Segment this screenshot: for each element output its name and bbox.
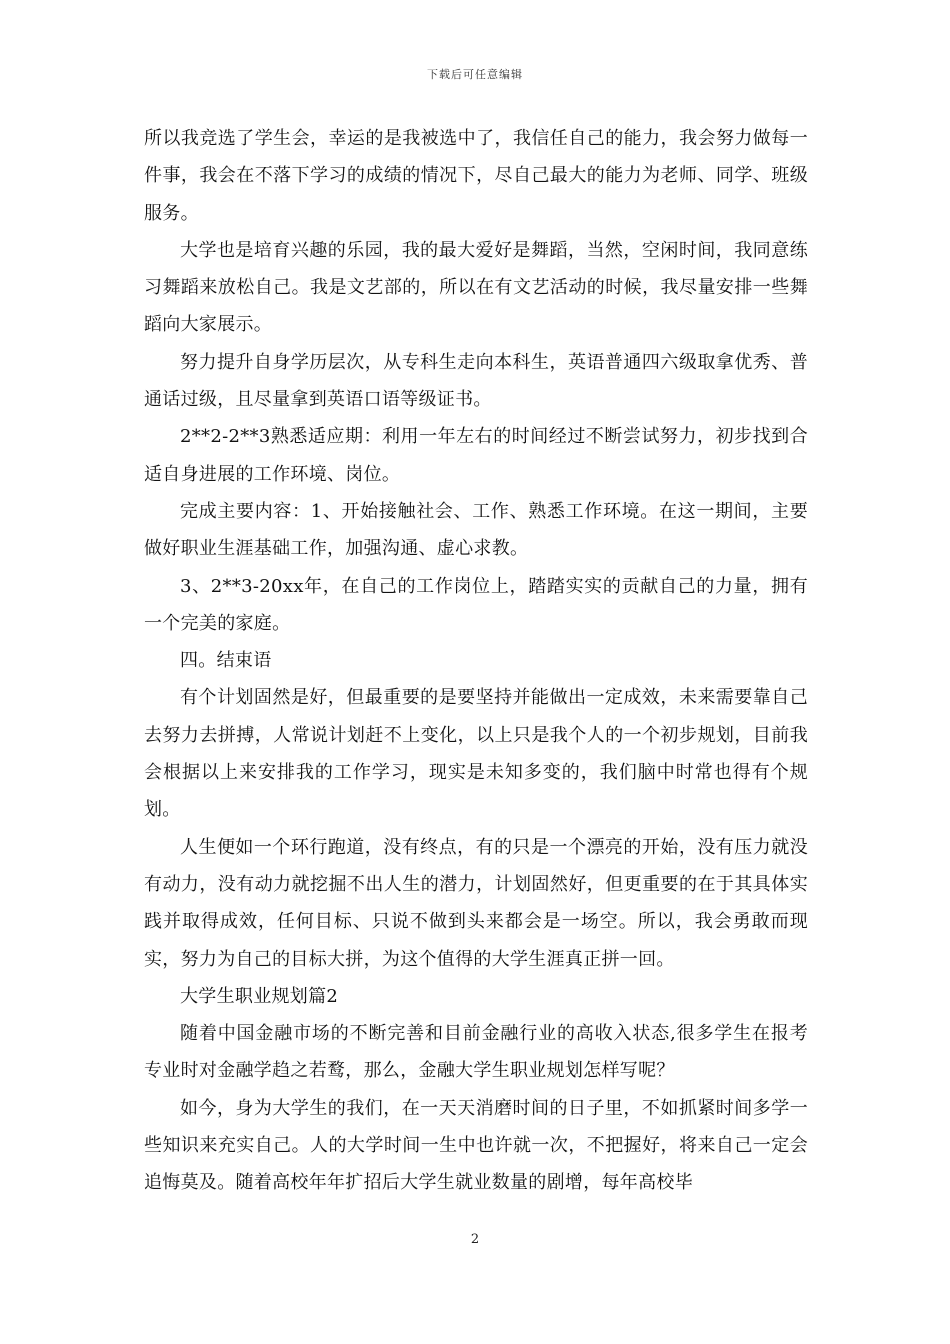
section-heading: 大学生职业规划篇2 xyxy=(180,985,339,1007)
paragraph: 人生便如一个环行跑道，没有终点，有的只是一个漂亮的开始，没有压力就没有动力，没有动力就挖掘不出人生的潜力，计划固然好，但更重要的在于其具体实践并取得成效，任何目标、只说不做到头来都会是一场空。所以，我会勇敢而现实，努力为自己的目标大拼，为这个值得的大学生涯真正拼一回。 xyxy=(144,836,808,970)
paragraph: 2**2-2**3熟悉适应期：利用一年左右的时间经过不断尝试努力，初步找到合适自身进展的工作环境、岗位。 xyxy=(144,426,808,485)
paragraph: 努力提升自身学历层次，从专科生走向本科生，英语普通四六级取拿优秀、普通话过级，且尽量拿到英语口语等级证书。 xyxy=(144,351,808,411)
paragraph: 3、2**3-20xx年，在自己的工作岗位上，踏踏实实的贡献自己的力量，拥有一个完美的家庭。 xyxy=(144,575,808,634)
paragraph: 所以我竞选了学生会，幸运的是我被选中了，我信任自己的能力，我会努力做每一件事，我会在不落下学习的成绩的情况下，尽自己最大的能力为老师、同学、班级服务。 xyxy=(144,128,808,224)
page-number: 2 xyxy=(470,1232,480,1247)
document-body xyxy=(144,120,808,1202)
page-header-note: 下载后可任意编辑 xyxy=(427,68,523,81)
paragraph: 如今，身为大学生的我们，在一天天消磨时间的日子里，不如抓紧时间多学一些知识来充实自己。人的大学时间一生中也许就一次，不把握好，将来自己一定会追悔莫及。随着高校年年扩招后大学生就业数量的剧增，每年高校毕 xyxy=(144,1097,808,1194)
paragraph: 随着中国金融市场的不断完善和目前金融行业的高收入状态,很多学生在报考专业时对金融学趋之若鹜，那么，金融大学生职业规划怎样写呢？ xyxy=(144,1023,808,1082)
paragraph: 有个计划固然是好，但最重要的是要坚持并能做出一定成效，未来需要靠自己去努力去拼搏，人常说计划赶不上变化，以上只是我个人的一个初步规划，目前我会根据以上来安排我的工作学习，现实是未知多变的，我们脑中时常也得有个规划。 xyxy=(144,687,808,821)
paragraph: 大学也是培育兴趣的乐园，我的最大爱好是舞蹈，当然，空闲时间，我同意练习舞蹈来放松自己。我是文艺部的，所以在有文艺活动的时候，我尽量安排一些舞蹈向大家展示。 xyxy=(144,239,808,336)
section-heading: 四。结束语 xyxy=(180,650,272,672)
paragraph: 完成主要内容：1、开始接触社会、工作、熟悉工作环境。在这一期间，主要做好职业生涯基础工作，加强沟通、虚心求教。 xyxy=(144,500,808,560)
